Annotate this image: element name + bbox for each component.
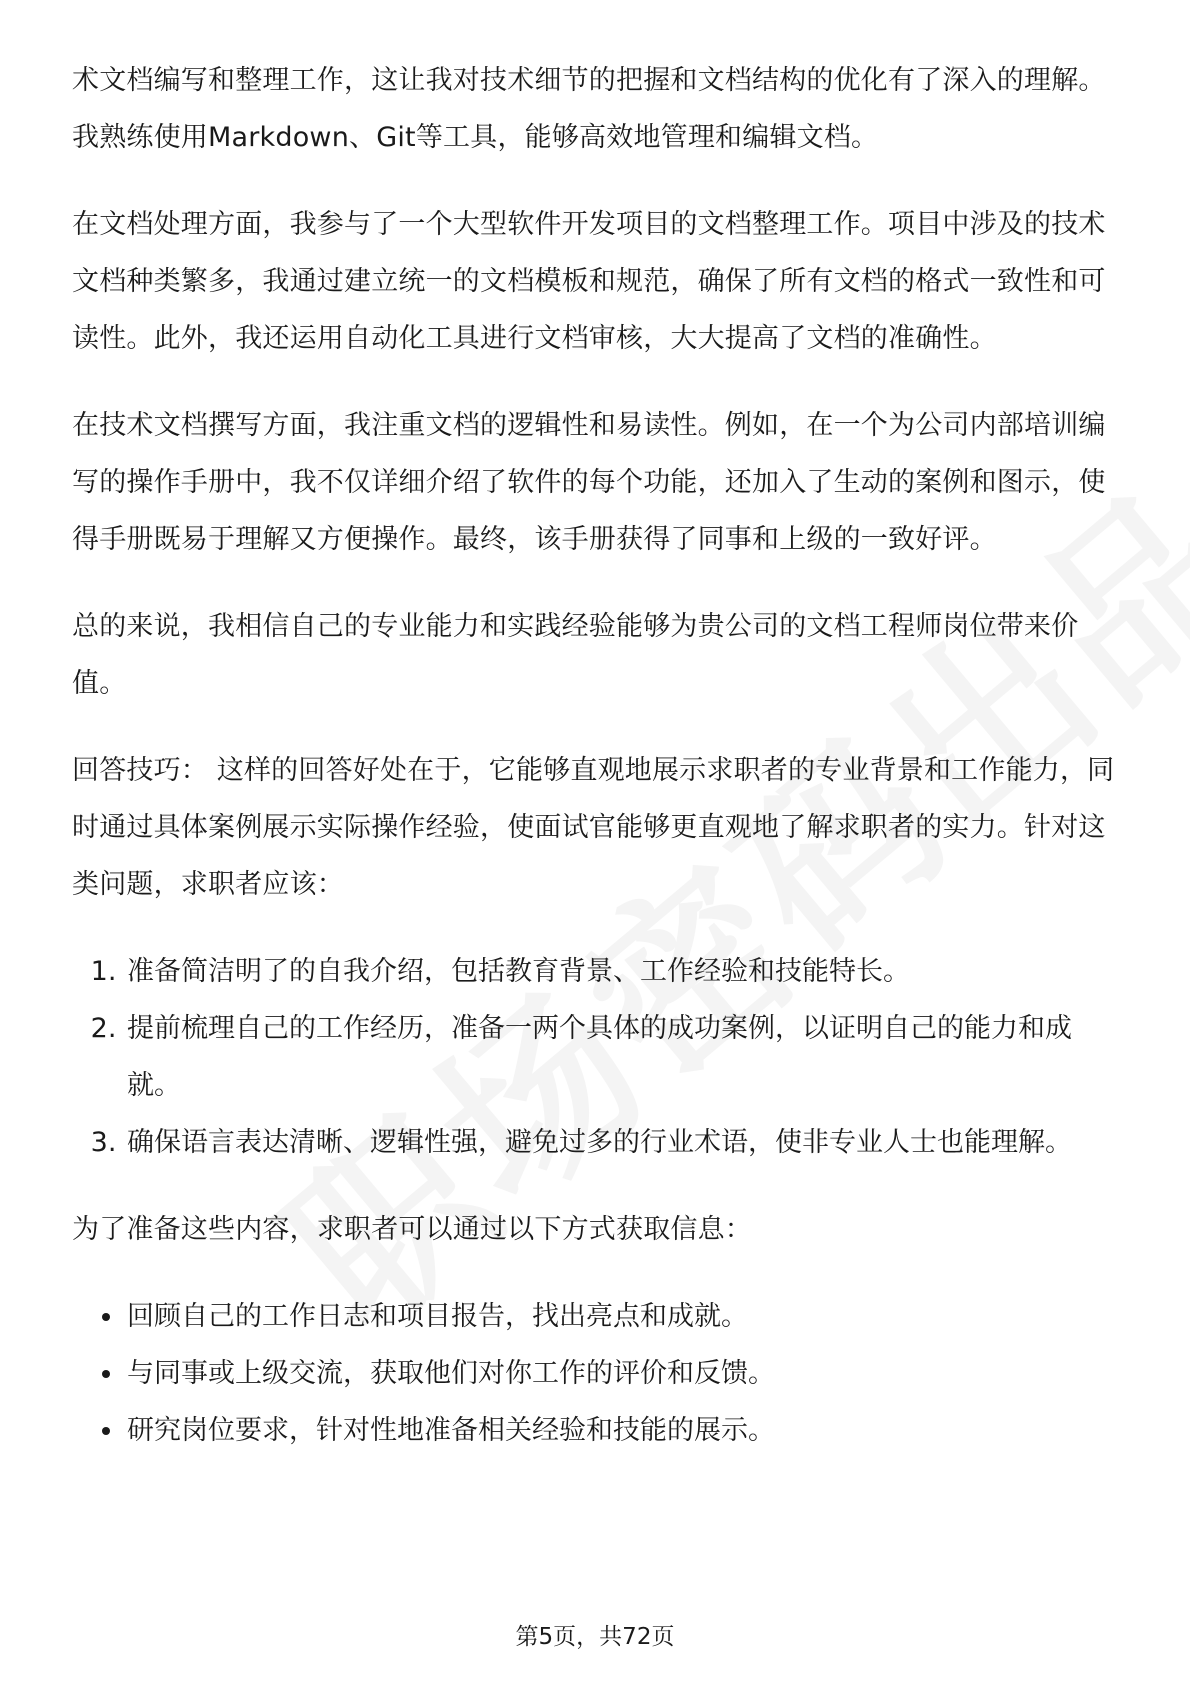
bullet-list [72,1288,1122,1459]
list-item: 1. 准备简洁明了的自我介绍，包括教育背景、工作经验和技能特长。 [125,943,1122,1000]
list-item: 3. 确保语言表达清晰、逻辑性强，避免过多的行业术语，使非专业人士也能理解。 [125,1114,1122,1171]
document-body [72,52,1122,1489]
paragraph-answer-tips: 回答技巧： 这样的回答好处在于，它能够直观地展示求职者的专业背景和工作能力，同时通过具体案例展示实际操作经验，使面试官能够更直观地了解求职者的实力。针对这类问题，求职者应该： [72,755,1115,900]
paragraph-intro-continued: 术文档编写和整理工作，这让我对技术细节的把握和文档结构的优化有了深入的理解。我熟练使用Markdown、Git等工具，能够高效地管理和编辑文档。 [72,65,1106,153]
numbered-list [72,943,1122,1171]
list-item: 2. 提前梳理自己的工作经历，准备一两个具体的成功案例，以证明自己的能力和成就。 [125,1000,1122,1114]
paragraph-technical-writing: 在技术文档撰写方面，我注重文档的逻辑性和易读性。例如，在一个为公司内部培训编写的操作手册中，我不仅详细介绍了软件的每个功能，还加入了生动的案例和图示，使得手册既易于理解又方便操作。最终，该手册获得了同事和上级的一致好评。 [72,410,1106,555]
paragraph-document-processing: 在文档处理方面，我参与了一个大型软件开发项目的文档整理工作。项目中涉及的技术文档种类繁多，我通过建立统一的文档模板和规范，确保了所有文档的格式一致性和可读性。此外，我还运用自动化工具进行文档审核，大大提高了文档的准确性。 [72,209,1106,354]
list-item: • 研究岗位要求，针对性地准备相关经验和技能的展示。 [125,1402,1122,1459]
paragraph-summary: 总的来说，我相信自己的专业能力和实践经验能够为贵公司的文档工程师岗位带来价值。 [72,611,1079,699]
list-item: • 与同事或上级交流，获取他们对你工作的评价和反馈。 [125,1345,1122,1402]
list-item: • 回顾自己的工作日志和项目报告，找出亮点和成就。 [125,1288,1122,1345]
paragraph-preparation: 为了准备这些内容，求职者可以通过以下方式获取信息： [72,1214,752,1245]
page-number: 第5页，共72页 [515,1624,675,1650]
